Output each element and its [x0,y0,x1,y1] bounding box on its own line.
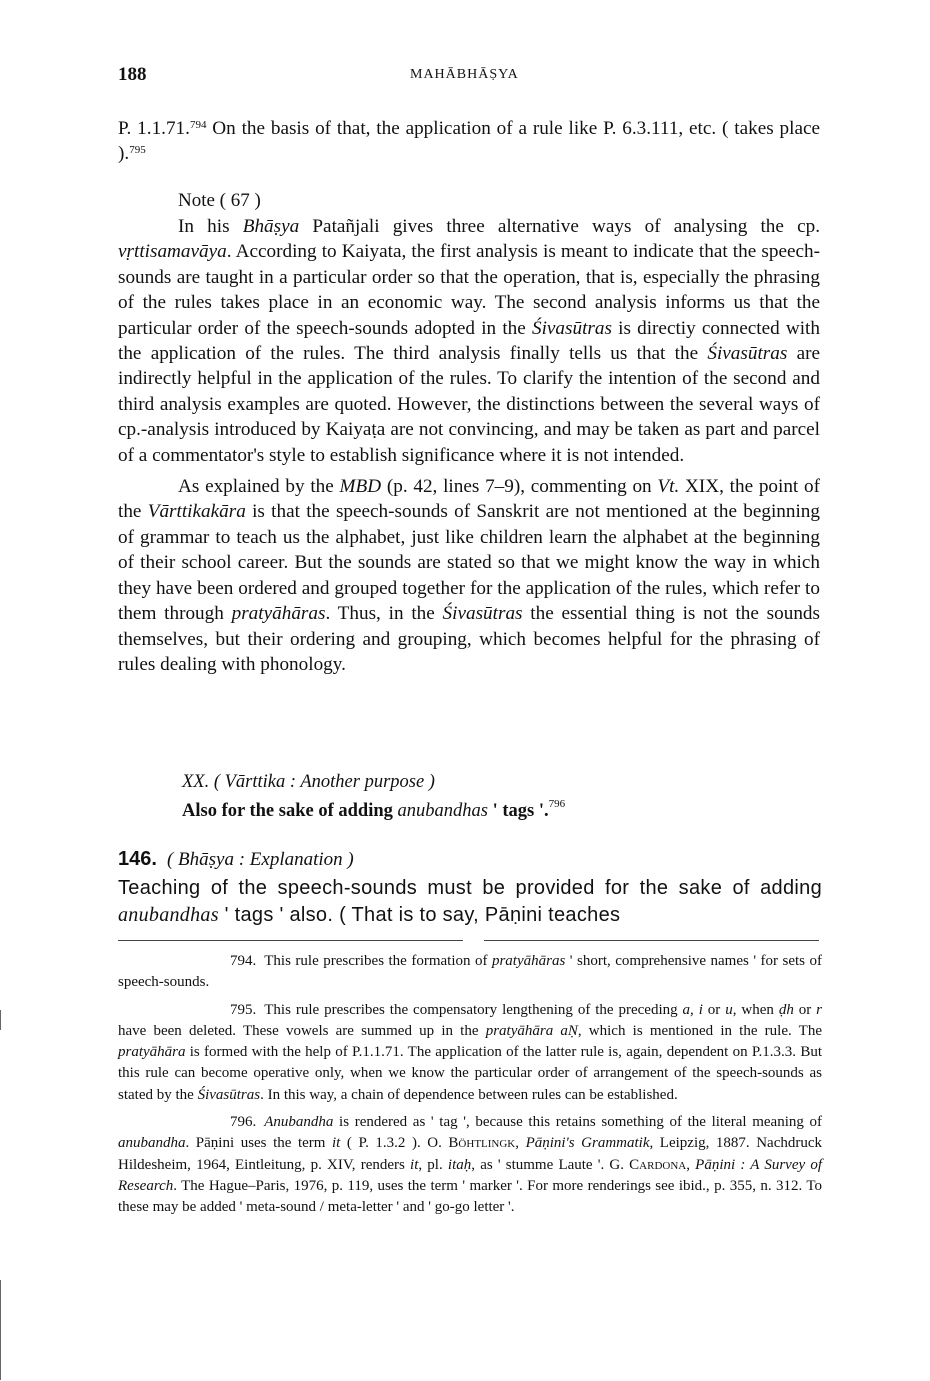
page-number: 188 [118,64,147,85]
varttika-text: Also for the sake of adding anubandhas ' tags '.$^{796}$ [182,798,566,821]
footnote-rule-right [484,940,819,941]
note-body [118,214,820,677]
footnote-rule-left [118,940,463,941]
varttika-heading: XX. ( Vārttika : Another purpose ) [182,772,435,792]
section-title: ( Bhāṣya : Explanation ) [166,849,354,870]
footnote-ref-794[interactable]: 794 [189,119,207,131]
footnotes [118,951,822,1225]
footnote-794: 794. This rule prescribes the formation of pratyāhāras ' short, comprehensive names ' for sets of speech-sounds. [118,953,823,991]
section-paragraph: Teaching of the speech-sounds must be provided for the sake of adding anubandhas ' tags ' also. ( That is to say, Pāṇini teaches [118,877,822,926]
opening-text-b: On the basis of that, the application of a rule like P. 6.3.111, etc. ( takes place ). [118,118,820,165]
scan-margin-mark [0,1280,1,1380]
footnote-795: 795. This rule prescribes the compensatory lengthening of the preceding a, i or u, when ḍh or r have been deleted. These vowels are summed up in the pratyāhāra aṆ, which is mentioned in the rule. The pratyāhāra is formed with the help of P.1.1.71. The application of the latter rule is, again, dependent on P.1.3.3. But this rule can become operative only, when we know the particular order of arrangement of the speech-sounds as stated by the Śivasūtras. In this way, a chain of dependence between rules can be established. [118,1001,822,1103]
note-heading: Note ( 67 ) [178,190,261,211]
note-paragraph-2: As explained by the MBD (p. 42, lines 7–9), commenting on Vt. XIX, the point of the Vārttikakāra is that the speech-sounds of Sanskrit are not mentioned at the beginning of grammar to teach us the alphabet, just like children learn the alphabet at the beginning of their school career. But the sounds are stated so that we might know the way in which they have been ordered and grouped together for the application of the rules, which refer to them through pratyāhāras. Thus, in the Śivasūtras the essential thing is not the sounds themselves, but their ordering and grouping, which becomes helpful for the phrasing of rules dealing with phonology. [118,476,820,675]
section-heading [118,848,354,871]
scan-margin-mark [0,1010,1,1030]
page-header [118,64,818,88]
running-title: MAHĀBHĀṢYA [410,67,519,82]
note-paragraph-1: In his Bhāṣya Patañjali gives three alternative ways of analysing the cp. vṛttisamavāya. According to Kaiyata, the first analysis is meant to indicate that the speech-sounds are taught in a particular order so that the operation, that is, especially the phrasing of the rules takes place in an economic way. The second analysis informs us that the particular order of the speech-sounds adopted in the Śivasūtras is directiy connected with the application of the rules. The third analysis finally tells us that the Śivasūtras are indirectly helpful in the application of the rules. To clarify the intention of the second and third analysis examples are quoted. However, the distinctions between the several ways of cp.-analysis introduced by Kaiyaṭa are not convincing, and may be taken as part and parcel of a commentator's style to establish significance where it is not intended. [118,216,820,466]
footnote-ref-795[interactable]: 795 [129,144,146,157]
opening-paragraph [118,116,820,167]
footnote-ref-796[interactable]: 796 [548,798,566,810]
section-number: 146. [118,848,157,870]
opening-text-a: P. 1.1.71. [118,118,190,139]
footnote-796: 796. Anubandha is rendered as ' tag ', because this retains something of the literal meaning of anubandha. Pāṇini uses the term it ( P. 1.3.2 ). O. Böhtlingk, Pāṇini's Grammatik, Leipzig, 1887. Nachdruck Hildesheim, 1964, Eintleitung, p. XIV, renders it, pl. itaḥ, as ' stumme Laute '. G. Cardona, Pāṇini : A Survey of Research. The Hague–Paris, 1976, p. 119, uses the term ' marker '. For more renderings see ibid., p. 355, n. 312. To these may be added ' meta-sound / meta-letter ' and ' go-go letter '. [118,1114,823,1216]
